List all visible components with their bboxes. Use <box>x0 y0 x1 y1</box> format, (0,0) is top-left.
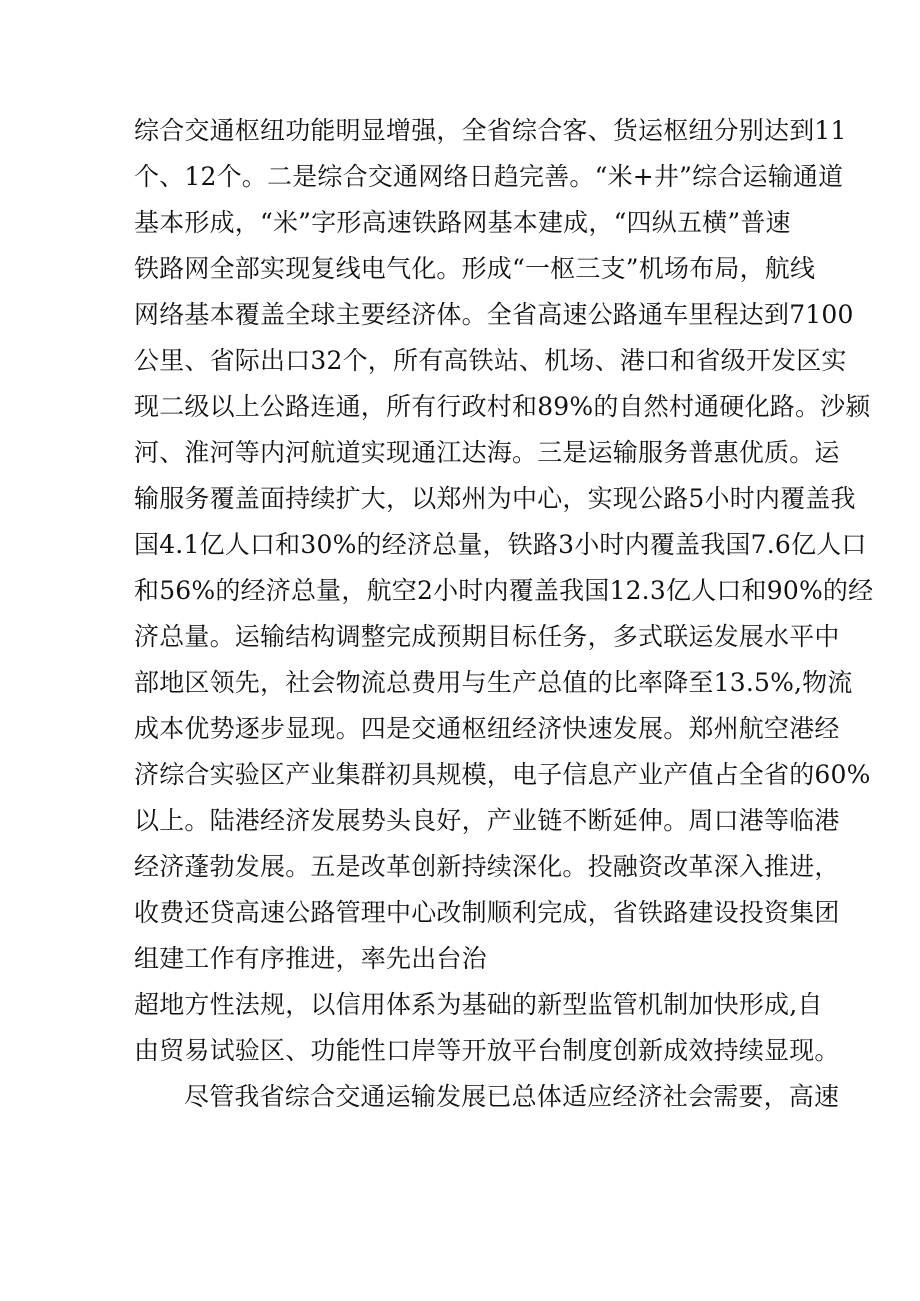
text-line-17: 经济蓬勃发展。五是改革创新持续深化。投融资改革深入推进， <box>134 852 840 881</box>
text-line-12: 济总量。运输结构调整完成预期目标任务，多式联运发展水平中 <box>134 622 840 651</box>
paragraph-start-line: 尽管我省综合交通运输发展已总体适应经济社会需要，高速 <box>184 1082 840 1111</box>
text-line-13: 部地区领先，社会物流总费用与生产总值的比率降至13.5%,物流 <box>134 668 853 697</box>
text-line-11: 和56%的经济总量，航空2小时内覆盖我国12.3亿人口和90%的经 <box>134 576 874 605</box>
text-line-3: 基本形成，“米”字形高速铁路网基本建成，“四纵五横”普速 <box>134 208 791 237</box>
text-line-5: 网络基本覆盖全球主要经济体。全省高速公路通车里程达到7100 <box>134 300 854 329</box>
text-line-10: 国4.1亿人口和30%的经济总量，铁路3小时内覆盖我国7.6亿人口 <box>134 530 867 559</box>
text-line-1: 综合交通枢纽功能明显增强，全省综合客、货运枢纽分别达到11 <box>134 116 847 145</box>
text-line-18: 收费还贷高速公路管理中心改制顺利完成，省铁路建设投资集团 <box>134 898 840 927</box>
text-line-4: 铁路网全部实现复线电气化。形成“一枢三支”机场布局，航线 <box>134 254 816 283</box>
text-line-19: 组建工作有序推进，率先出台治 <box>134 944 487 973</box>
text-line-21: 由贸易试验区、功能性口岸等开放平台制度创新成效持续显现。 <box>134 1036 840 1065</box>
text-line-16: 以上。陆港经济发展势头良好，产业链不断延伸。周口港等临港 <box>134 806 840 835</box>
text-line-20: 超地方性法规，以信用体系为基础的新型监管机制加快形成,自 <box>134 990 823 1019</box>
text-line-9: 输服务覆盖面持续扩大，以郑州为中心，实现公路5小时内覆盖我 <box>134 484 856 513</box>
text-line-14: 成本优势逐步显现。四是交通枢纽经济快速发展。郑州航空港经 <box>134 714 840 743</box>
text-line-8: 河、淮河等内河航道实现通江达海。三是运输服务普惠优质。运 <box>134 438 840 467</box>
text-line-6: 公里、省际出口32个，所有高铁站、机场、港口和省级开发区实 <box>134 346 847 375</box>
text-line-15: 济综合实验区产业集群初具规模，电子信息产业产值占全省的60% <box>134 760 871 789</box>
body-text <box>134 108 874 1120</box>
text-line-7: 现二级以上公路连通，所有行政村和89%的自然村通硬化路。沙颍 <box>134 392 871 421</box>
text-line-2: 个、12个。二是综合交通网络日趋完善。“米+井”综合运输通道 <box>134 162 844 191</box>
